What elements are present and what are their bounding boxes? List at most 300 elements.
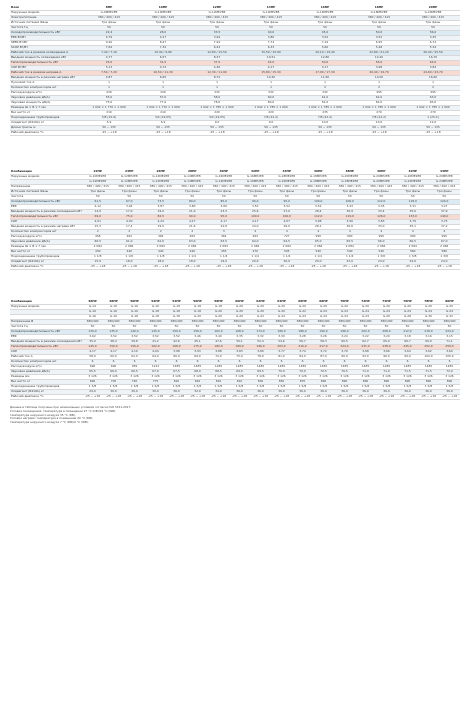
cell-value: G-24 (313, 310, 334, 315)
cell-value: 5,13 (82, 66, 136, 71)
cell-value: Три фазы (406, 21, 460, 26)
cell-value: G-30 (418, 315, 439, 320)
cell-value: G-24 (439, 310, 460, 315)
cell-value: 3 126 (250, 375, 271, 380)
cell-value: -25 ~ +18 (250, 395, 271, 400)
cell-value: 80,0 (177, 200, 209, 205)
cell-value: G-14MЕ2E8 (177, 175, 209, 180)
cell-value: 2 (298, 86, 352, 91)
cell-value: 106,0 (334, 200, 366, 205)
cell-value: 56,7 (292, 340, 313, 345)
cell-value: 33,0 (366, 225, 398, 230)
cell-value: 36,0 (397, 390, 418, 395)
cell-value: 58,0 (82, 355, 103, 360)
cell-value: 3 126 (82, 375, 103, 380)
cell-value: G-18 (187, 305, 208, 310)
cell-value: 4,30 (114, 220, 146, 225)
cell-value: 33,4 (366, 210, 398, 215)
cell-value: Три фазы (244, 21, 298, 26)
cell-value: 20,40 / 19,70 (352, 71, 406, 76)
row-label: Рабочий диапазон °C (10, 395, 82, 400)
spec-table-block-1 (10, 6, 460, 136)
cell-value: G-20 (208, 315, 229, 320)
cell-value: 3,30 (271, 335, 292, 340)
cell-value: 8,72 (190, 76, 244, 81)
cell-value: 35,6 (397, 210, 429, 215)
cell-value: 2 084 (177, 245, 209, 250)
cell-value: 3,64 (397, 350, 418, 355)
cell-value: 380 / 400 / 415 (82, 16, 136, 21)
cell-value: 145,0 (145, 330, 166, 335)
cell-value: 3,35 (366, 205, 398, 210)
cell-value: 17,0 (114, 210, 146, 215)
cell-value: 26,0 (271, 225, 303, 230)
cell-value: G-14MЕ2E8 (177, 180, 209, 185)
cell-value: G-20 (439, 305, 460, 310)
cell-value: 3,40 (208, 335, 229, 340)
cell-value: 3 126 (355, 375, 376, 380)
cell-value: G-24 (313, 315, 334, 320)
cell-value: 75,0 (82, 101, 136, 106)
row-label: COP (10, 220, 82, 225)
cell-value: 3,90 (334, 220, 366, 225)
cell-value: 2 084 (366, 245, 398, 250)
cell-value: 540 (366, 250, 398, 255)
row-label: Частота (10, 195, 82, 200)
row-label: Рабочий ток в режиме охлаждения A (10, 51, 82, 56)
cell-value: 380 / 400 / 415 (334, 185, 366, 190)
cell-value: 9,0 (244, 121, 298, 126)
cell-value: Три фазы (177, 190, 209, 195)
cell-value: 186,0 (292, 330, 313, 335)
cell-value: 24,0 (397, 260, 429, 265)
cell-value: 380/400 (103, 320, 124, 325)
cell-value: 64,0 (145, 355, 166, 360)
cell-value: 50 (406, 26, 460, 31)
cell-value: -25 ~ +18 (355, 395, 376, 400)
cell-value: 20,0 (271, 260, 303, 265)
cell-value: 2 (82, 230, 114, 235)
row-label: Звуковое давление дБ(А) (10, 240, 82, 245)
cell-value: 68,0 (187, 370, 208, 375)
cell-value: G-20 (208, 310, 229, 315)
cell-value: 1 042 × 1 785 × 1 000 (298, 106, 352, 111)
cell-value: 380 / 400 / 415 (240, 185, 272, 190)
cell-value: G-18 (166, 315, 187, 320)
cell-value: 1 1/4 (208, 255, 240, 260)
cell-value: 7,54 / 7,29 (82, 71, 136, 76)
cell-value: 1 042 × 1 770 × 1 000 (82, 106, 136, 111)
row-label: Размеры мм (10, 375, 82, 380)
cell-value: 10,0 (298, 121, 352, 126)
cell-value: 2 084 (303, 245, 335, 250)
cell-value: 1 (190, 81, 244, 86)
cell-value: G-12MЕ2E8 (114, 175, 146, 180)
row-label: Блок (10, 6, 82, 11)
cell-value: 540 (303, 250, 335, 255)
cell-value: 1 042 × 1 785 × 1 000 (406, 106, 460, 111)
cell-value: 4,12 (82, 205, 114, 210)
cell-value: 66,0 (366, 240, 398, 245)
cell-value: 50 (145, 325, 166, 330)
cell-value: 3,43 (334, 205, 366, 210)
cell-value: 1 5/8 (208, 385, 229, 390)
cell-value: 50 (271, 325, 292, 330)
cell-value: 41,2 (145, 340, 166, 345)
row-label: Вводная мощность в режиме охлаждения кВт (11, 339, 82, 344)
row-label: Частота Гц (10, 26, 82, 31)
cell-value: 890 (334, 380, 355, 385)
cell-value: 3,83 (229, 350, 250, 355)
cell-value: -25 ~ +18 (334, 395, 355, 400)
cell-value: G-20 (187, 315, 208, 320)
cell-value: 32,0 (187, 390, 208, 395)
cell-value: -25 ~ +18 (145, 395, 166, 400)
cell-value: G-24 (397, 310, 418, 315)
row-label: Вводная мощность в режиме охлаждения кВт (11, 209, 82, 214)
cell-value: 10,30 / 9,80 (136, 51, 190, 56)
cell-value: 2 084 (82, 245, 114, 250)
cell-value: 64,5 (271, 240, 303, 245)
cell-value: 6 (145, 360, 166, 365)
cell-value: G-32 (439, 315, 460, 320)
row-label: Вводная мощность в режиме нагрева кВт (10, 76, 82, 81)
row-label: Звуковое давление дБ(А) (10, 370, 82, 375)
cell-value: 36,0 (271, 390, 292, 395)
cell-value: 1 5/8 (355, 385, 376, 390)
cell-value: 65,5 (82, 370, 103, 375)
cell-value: 66,5 (124, 370, 145, 375)
row-label: Комбинация (10, 170, 82, 175)
cell-value: 69,0 (418, 340, 439, 345)
cell-value: 162,0 (145, 345, 166, 350)
cell-value: 36,0 (229, 390, 250, 395)
cell-value: 1 (136, 81, 190, 86)
cell-value: 12,80 (298, 56, 352, 61)
cell-value: 1 1/4 (240, 255, 272, 260)
cell-value: 82,5 (145, 215, 177, 220)
cell-value: 45,0 (244, 61, 298, 66)
cell-value: 19,0 (145, 210, 177, 215)
cell-value: 6 (208, 360, 229, 365)
cell-value: 1 5/8 (292, 385, 313, 390)
cell-value: 231,0 (355, 345, 376, 350)
cell-value: 4,27 (136, 36, 190, 41)
cell-value: 24,0 (240, 225, 272, 230)
cell-value: 3,83 (406, 66, 460, 71)
cell-value: 270 (406, 111, 460, 116)
cell-value: 5,34 (406, 46, 460, 51)
cell-value: 50 (229, 325, 250, 330)
row-label: Рабочий ток в режиме нагрева A (10, 71, 82, 76)
cell-value: G-20MЕ2E8 (334, 175, 366, 180)
cell-value: 15,3 (82, 225, 114, 230)
cell-value: -25 ~ +18 (136, 131, 190, 136)
cell-value: 1485 (313, 365, 334, 370)
cell-value: 220 (244, 111, 298, 116)
cell-value: -25 ~ +18 (103, 395, 124, 400)
cell-value: 21,0 (177, 210, 209, 215)
cell-value: Три фазы (145, 190, 177, 195)
cell-value: 29,0 (82, 390, 103, 395)
cell-value: Три фазы (352, 21, 406, 26)
cell-value: 7/8 (22,2) (298, 116, 352, 121)
cell-value: 5,48 (352, 46, 406, 51)
cell-value: 3,79 (397, 220, 429, 225)
cell-value: 3,75 (429, 220, 461, 225)
cell-value: 77,0 (136, 101, 190, 106)
cell-value: 3 126 (376, 375, 397, 380)
cell-value: 3,62 (418, 350, 439, 355)
cell-value: 15,9 (82, 260, 114, 265)
cell-value: 380/400 (313, 320, 334, 325)
cell-value: G-08MЕ2E8 (82, 11, 136, 16)
cell-value: 156,0 (187, 330, 208, 335)
cell-value: 6 (124, 360, 145, 365)
cell-value: 6 (313, 360, 334, 365)
cell-value: 1485 (292, 365, 313, 370)
cell-value: 252,0 (418, 345, 439, 350)
cell-value: 10,40 (244, 76, 298, 81)
cell-value: -25 ~ +18 (298, 131, 352, 136)
cell-value: 38HP (334, 170, 366, 175)
cell-value: 3 126 (124, 375, 145, 380)
cell-value: G-24 (334, 310, 355, 315)
cell-value: 7,74 (244, 41, 298, 46)
cell-value: 19,0 (208, 260, 240, 265)
cell-value: G-18 (145, 315, 166, 320)
cell-value: G-16 (103, 315, 124, 320)
cell-value: 6 (250, 360, 271, 365)
cell-value: 50 (187, 325, 208, 330)
cell-value: 36HP (303, 170, 335, 175)
cell-value: 2 (352, 86, 406, 91)
cell-value: 50 (208, 195, 240, 200)
cell-value: 990 (303, 235, 335, 240)
cell-value: 61,0 (298, 96, 352, 101)
cell-value: -25 ~ +18 (190, 131, 244, 136)
cell-value: -25 ~ +18 (145, 265, 177, 270)
cell-value: 380/400 (439, 320, 460, 325)
cell-value: 224,0 (334, 345, 355, 350)
cell-value: 7,32 (136, 46, 190, 51)
cell-value: 28HP (177, 170, 209, 175)
cell-value: 380/400 (145, 320, 166, 325)
cell-value: 203,0 (271, 345, 292, 350)
cell-value: 4,17 (240, 220, 272, 225)
row-label: Наружные модели (10, 305, 82, 310)
cell-value: 380 / 400 / 415 (303, 185, 335, 190)
cell-value: 3 126 (292, 375, 313, 380)
cell-value: 380 / 400 / 415 (271, 185, 303, 190)
cell-value: 19,5 (145, 225, 177, 230)
cell-value: 1 5/8 (313, 385, 334, 390)
row-label: Электропитание (10, 16, 82, 21)
cell-value: 4 (334, 230, 366, 235)
cell-value: 50,1 (229, 340, 250, 345)
cell-value: 1 5/8 (166, 385, 187, 390)
cell-value: 62,0 (124, 355, 145, 360)
cell-value: 380/400 (229, 320, 250, 325)
cell-value: G-16 (145, 305, 166, 310)
cell-value: 36,0 (355, 390, 376, 395)
cell-value: 15,80 / 15,30 (244, 71, 298, 76)
cell-value: 5,9 (82, 121, 136, 126)
cell-value: 380 / 400 / 415 (177, 185, 209, 190)
cell-value: 18,0 (145, 260, 177, 265)
cell-value: 3,80 (177, 205, 209, 210)
cell-value: 6,74 (406, 41, 460, 46)
cell-value: 50 (136, 26, 190, 31)
cell-value: 3 126 (334, 375, 355, 380)
cell-value: G-18 (145, 310, 166, 315)
cell-value: 3,52 (124, 335, 145, 340)
cell-value: 3,24 (334, 335, 355, 340)
row-label: Количество компрессоров шт (10, 86, 82, 91)
cell-value: 67,0 (114, 200, 146, 205)
cell-value: 50 (250, 325, 271, 330)
cell-value: 71,0 (376, 370, 397, 375)
cell-value: 380/400 (334, 320, 355, 325)
cell-value: 15,50 / 15,90 (244, 51, 298, 56)
row-label: Рабочий ток A (10, 355, 82, 360)
row-label: Напряжение (10, 185, 82, 190)
cell-value: 30,0 (103, 390, 124, 395)
cell-value: 1 5/8 (334, 385, 355, 390)
cell-value: 3 126 (166, 375, 187, 380)
cell-value: 168,0 (229, 330, 250, 335)
cell-value: 380/400 (208, 320, 229, 325)
cell-value: 14,20 (352, 56, 406, 61)
cell-value: 175,0 (187, 345, 208, 350)
cell-value: 61,5 (82, 200, 114, 205)
row-label: SEER Вт/Вт (10, 41, 82, 46)
cell-value: 6 (166, 360, 187, 365)
cell-value: 1 3/8 (82, 385, 103, 390)
cell-value: 50 (298, 26, 352, 31)
cell-value: 1 5/8 (145, 385, 166, 390)
cell-value: 5/8 (15,9) (82, 116, 136, 121)
cell-value: 20,10 / 19,40 (298, 51, 352, 56)
cell-value: 50 (429, 195, 461, 200)
cell-value: 124,0 (429, 200, 461, 205)
cell-value: 380 / 400 / 415 (397, 185, 429, 190)
cell-value: 65,5 (334, 240, 366, 245)
cell-value: 66,5 (397, 240, 429, 245)
cell-value: 208,0 (376, 330, 397, 335)
cell-value: 6 (334, 360, 355, 365)
row-label: Подсоединение трубопроводов (10, 385, 82, 390)
cell-value: 3,77 (271, 350, 292, 355)
cell-value: 380/400 (397, 320, 418, 325)
cell-value: 3,70 (334, 350, 355, 355)
cell-value: G-16 (103, 305, 124, 310)
cell-value: G-20 (334, 305, 355, 310)
cell-value: 4,51 (82, 220, 114, 225)
cell-value: 850 (271, 380, 292, 385)
cell-value: 63,5 (208, 240, 240, 245)
cell-value: 20,0 (240, 260, 272, 265)
cell-value: 1 1/8 (82, 255, 114, 260)
cell-value: 20,0 (303, 260, 335, 265)
cell-value: 18,0 (177, 260, 209, 265)
cell-value: 35,1 (397, 225, 429, 230)
cell-value: 890 (439, 380, 460, 385)
cell-value: Три фазы (82, 21, 136, 26)
cell-value: 145,0 (82, 345, 103, 350)
cell-value: 6 (397, 360, 418, 365)
cell-value: 6 (439, 360, 460, 365)
cell-value: 3 126 (229, 375, 250, 380)
cell-value: 3,68 (355, 350, 376, 355)
cell-value: 6,33 (244, 46, 298, 51)
cell-value: G-20 (397, 305, 418, 310)
cell-value: 8,47 (136, 41, 190, 46)
spec-table-block-2 (10, 170, 460, 270)
cell-value: 1 1/4 (177, 255, 209, 260)
cell-value: 50 ~ 135 (82, 126, 136, 131)
cell-value: Три фазы (334, 190, 366, 195)
cell-value: 1 042 × 1 785 × 1 000 (352, 106, 406, 111)
cell-value: -25 ~ +18 (82, 131, 136, 136)
cell-value: -25 ~ +18 (376, 395, 397, 400)
cell-value: 3,88 (208, 350, 229, 355)
cell-value: 56HP (187, 300, 208, 305)
cell-value: 100,0 (303, 200, 335, 205)
cell-value: 65,0 (303, 240, 335, 245)
cell-value: 224,0 (439, 330, 460, 335)
cell-value: Три фазы (240, 190, 272, 195)
cell-value: 189,0 (229, 345, 250, 350)
cell-value: G-16MЕ2E8 (271, 180, 303, 185)
cell-value: 22,0 (334, 260, 366, 265)
cell-value: 50 (166, 325, 187, 330)
cell-value: 105,0 (439, 355, 460, 360)
cell-value: 55,0 (82, 96, 136, 101)
cell-value: G-12MЕ2E8 (82, 180, 114, 185)
row-label: Вес нетто кг (10, 250, 82, 255)
footnote-line: Условия охлаждения: температура в помещении 27 °C (DB)/19 °C (WB); (10, 408, 117, 413)
cell-value: 2 084 (208, 245, 240, 250)
cell-value: 50 (292, 325, 313, 330)
cell-value: 890 (376, 380, 397, 385)
cell-value: 4,17 (208, 220, 240, 225)
cell-value: 6,65 (136, 76, 190, 81)
cell-value: 28,4 (303, 210, 335, 215)
cell-value: 1 042 × 1 785 × 1 000 (190, 106, 244, 111)
cell-value: G-20 (292, 305, 313, 310)
cell-value: 14,9 (82, 210, 114, 215)
cell-value: 60,0 (244, 96, 298, 101)
cell-value: 1 5/8 (271, 385, 292, 390)
cell-value: G-16 (103, 310, 124, 315)
row-label: Рабочий диапазон °C (10, 131, 82, 136)
row-label: Теплопроизводительность кВт (10, 215, 82, 220)
cell-value: 69,0 (82, 215, 114, 220)
cell-value: 3,72 (313, 350, 334, 355)
cell-value: 174,0 (250, 330, 271, 335)
cell-value: 50 (313, 325, 334, 330)
cell-value: 1 (82, 81, 136, 86)
row-label: Наружные модели (10, 175, 82, 180)
cell-value: -25 ~ +18 (292, 395, 313, 400)
cell-value: 50 (352, 26, 406, 31)
cell-value: 66HP (292, 300, 313, 305)
cell-value: 30,6 (334, 225, 366, 230)
cell-value: 62,0 (352, 96, 406, 101)
cell-value: 3,16 (418, 335, 439, 340)
row-label: Напряжение В (10, 320, 82, 325)
